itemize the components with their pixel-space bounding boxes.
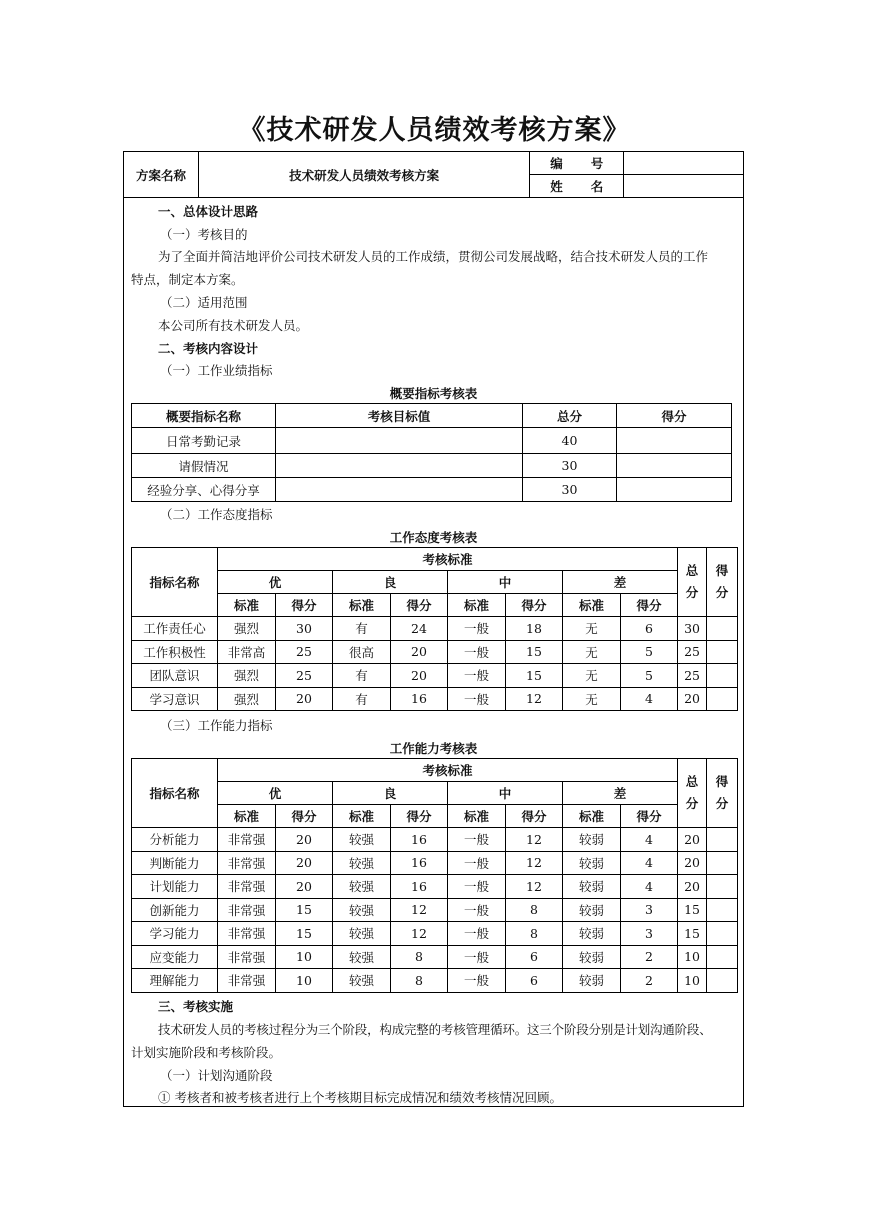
sub-score: 得分 [621,805,678,828]
grade-poor: 差 [563,571,678,594]
sub-standard: 标准 [333,805,391,828]
table-cell: 无 [563,617,621,641]
table-cell: 学习意识 [132,687,218,711]
table-cell: 12 [506,851,563,875]
table-cell: 创新能力 [132,898,218,922]
name-value[interactable] [624,175,744,198]
table-cell: 较强 [333,969,391,993]
table-caption: 工作能力考核表 [389,741,478,756]
table-cell[interactable] [617,478,732,502]
table-row [132,851,738,875]
table-row [132,617,738,641]
table-cell: 20 [391,664,448,688]
table-cell: 8 [506,922,563,946]
table-cell: 较强 [333,851,391,875]
table-cell: 非常高 [218,640,276,664]
table-cell: 5 [621,640,678,664]
table-cell: 一般 [448,945,506,969]
table-cell: 6 [506,945,563,969]
table-cell: 10 [678,945,707,969]
sub-standard: 标准 [333,594,391,617]
ability-table [131,758,738,993]
table-cell: 非常强 [218,875,276,899]
col-score: 得 分 [707,759,738,828]
table-caption: 概要指标考核表 [389,386,478,401]
table-cell: 一般 [448,617,506,641]
table-cell: 30 [678,617,707,641]
table-header: 考核目标值 [276,404,523,428]
table-cell: 较弱 [563,875,621,899]
table-cell[interactable] [617,428,732,454]
table-cell: 25 [678,640,707,664]
col-standard: 考核标准 [218,548,678,571]
table-header: 概要指标名称 [132,404,276,428]
table-row [132,969,738,993]
table-caption: 工作态度考核表 [389,530,478,545]
summary-indicator-table [131,403,732,502]
table-cell: 3 [621,898,678,922]
sub-standard: 标准 [563,805,621,828]
table-cell: 5 [621,664,678,688]
sub-score: 得分 [506,594,563,617]
table-cell: 30 [276,617,333,641]
table-cell: 判断能力 [132,851,218,875]
table-cell: 一般 [448,851,506,875]
table-cell: 4 [621,851,678,875]
table-cell: 一般 [448,640,506,664]
grade-good: 良 [333,782,448,805]
grade-poor: 差 [563,782,678,805]
paragraph-line: 计划实施阶段和考核阶段。 [131,1045,282,1060]
table-cell: 16 [391,687,448,711]
table-cell: 有 [333,687,391,711]
table-cell[interactable] [707,828,738,852]
table-cell[interactable] [617,454,732,478]
table-cell: 6 [506,969,563,993]
table-cell: 18 [506,617,563,641]
table-cell: 一般 [448,922,506,946]
sub-standard: 标准 [448,594,506,617]
grade-good: 良 [333,571,448,594]
table-cell[interactable] [707,851,738,875]
table-cell: 应变能力 [132,945,218,969]
table-cell: 请假情况 [132,454,276,478]
table-cell: 非常强 [218,898,276,922]
table-cell: 16 [391,875,448,899]
table-cell: 理解能力 [132,969,218,993]
col-standard: 考核标准 [218,759,678,782]
table-cell: 15 [506,664,563,688]
table-row [132,875,738,899]
table-cell: 强烈 [218,617,276,641]
table-row [132,478,732,502]
plan-name-label: 方案名称 [124,152,199,198]
table-cell: 工作责任心 [132,617,218,641]
sub-standard: 标准 [448,805,506,828]
table-cell: 8 [506,898,563,922]
table-cell: 40 [523,428,617,454]
table-cell: 20 [276,828,333,852]
table-cell: 4 [621,687,678,711]
name-label: 姓名 [530,175,624,198]
col-score: 得 分 [707,548,738,617]
table-row [132,922,738,946]
table-cell: 学习能力 [132,922,218,946]
subsection-heading: （二）适用范围 [160,295,248,310]
table-cell: 非常强 [218,922,276,946]
table-cell[interactable] [707,945,738,969]
table-cell: 8 [391,969,448,993]
table-cell: 无 [563,687,621,711]
table-cell: 2 [621,969,678,993]
table-cell: 一般 [448,969,506,993]
table-cell: 24 [391,617,448,641]
table-cell: 较弱 [563,898,621,922]
table-cell: 4 [621,875,678,899]
table-cell: 较弱 [563,945,621,969]
table-cell[interactable] [707,640,738,664]
table-cell: 15 [276,922,333,946]
table-cell: 25 [678,664,707,688]
table-cell[interactable] [707,875,738,899]
table-row [132,945,738,969]
table-cell: 30 [523,478,617,502]
table-cell: 很高 [333,640,391,664]
sub-score: 得分 [391,805,448,828]
grade-excellent: 优 [218,571,333,594]
header-table [123,151,744,198]
table-row [132,898,738,922]
table-cell: 12 [391,898,448,922]
table-cell: 20 [276,687,333,711]
table-cell: 6 [621,617,678,641]
table-cell: 20 [391,640,448,664]
table-cell: 12 [506,828,563,852]
sub-score: 得分 [621,594,678,617]
col-indicator-name: 指标名称 [132,759,218,828]
table-cell: 12 [391,922,448,946]
sub-score: 得分 [506,805,563,828]
col-indicator-name: 指标名称 [132,548,218,617]
col-total: 总 分 [678,548,707,617]
grade-excellent: 优 [218,782,333,805]
table-cell: 25 [276,664,333,688]
list-item: ① 考核者和被考核者进行上个考核期目标完成情况和绩效考核情况回顾。 [158,1090,562,1105]
table-row [132,428,732,454]
table-header: 总分 [523,404,617,428]
table-row [132,640,738,664]
table-cell: 30 [523,454,617,478]
table-row [132,687,738,711]
subsection-heading: （一）考核目的 [160,227,248,242]
subsection-heading: （二）工作态度指标 [160,507,273,522]
table-cell: 一般 [448,687,506,711]
col-total: 总 分 [678,759,707,828]
table-cell: 分析能力 [132,828,218,852]
plan-name-value: 技术研发人员绩效考核方案 [198,152,529,198]
sub-standard: 标准 [218,594,276,617]
table-cell: 计划能力 [132,875,218,899]
table-cell: 一般 [448,664,506,688]
sub-score: 得分 [276,805,333,828]
sub-score: 得分 [391,594,448,617]
document-title: 《技术研发人员绩效考核方案》 [238,115,631,146]
attitude-table [131,547,738,711]
table-cell: 8 [391,945,448,969]
sub-standard: 标准 [218,805,276,828]
sub-score: 得分 [276,594,333,617]
table-cell: 经验分享、心得分享 [132,478,276,502]
table-cell: 一般 [448,875,506,899]
number-label: 编号 [530,152,624,175]
table-cell: 非常强 [218,851,276,875]
sub-standard: 标准 [563,594,621,617]
table-cell: 较弱 [563,828,621,852]
paragraph-line: 为了全面并简洁地评价公司技术研发人员的工作成绩，贯彻公司发展战略，结合技术研发人员的工作 [158,249,709,264]
number-value[interactable] [624,152,744,175]
section-heading: 二、考核内容设计 [158,341,259,356]
table-cell: 较强 [333,898,391,922]
table-cell: 4 [621,828,678,852]
table-cell: 非常强 [218,828,276,852]
paragraph-line: 本公司所有技术研发人员。 [158,318,309,333]
table-cell[interactable] [707,922,738,946]
table-cell: 20 [678,851,707,875]
table-cell: 无 [563,640,621,664]
table-cell: 工作积极性 [132,640,218,664]
table-cell: 20 [678,875,707,899]
table-cell[interactable] [707,617,738,641]
subsection-heading: （一）工作业绩指标 [160,363,273,378]
table-cell: 15 [276,898,333,922]
table-cell[interactable] [707,687,738,711]
table-cell[interactable] [707,664,738,688]
table-row [132,828,738,852]
table-cell: 有 [333,664,391,688]
section-heading: 一、总体设计思路 [158,204,259,219]
table-cell: 较强 [333,828,391,852]
table-cell[interactable] [707,898,738,922]
table-cell: 有 [333,617,391,641]
table-cell: 非常强 [218,969,276,993]
table-cell: 25 [276,640,333,664]
table-cell: 15 [678,898,707,922]
table-cell: 较弱 [563,969,621,993]
table-cell: 15 [678,922,707,946]
table-cell: 12 [506,687,563,711]
paragraph-line: 特点，制定本方案。 [131,272,244,287]
table-cell: 15 [506,640,563,664]
section-heading: 三、考核实施 [158,999,234,1014]
paragraph-line: 技术研发人员的考核过程分为三个阶段，构成完整的考核管理循环。这三个阶段分别是计划沟通阶段、 [158,1022,712,1037]
table-cell [276,478,523,502]
table-cell: 20 [678,687,707,711]
table-cell: 较强 [333,922,391,946]
table-cell: 10 [678,969,707,993]
table-cell: 20 [678,828,707,852]
table-row [132,664,738,688]
table-cell: 20 [276,875,333,899]
table-cell: 12 [506,875,563,899]
table-cell: 16 [391,851,448,875]
subsection-heading: （三）工作能力指标 [160,718,273,733]
table-row [132,454,732,478]
table-cell: 2 [621,945,678,969]
grade-average: 中 [448,782,563,805]
table-cell: 团队意识 [132,664,218,688]
table-cell: 非常强 [218,945,276,969]
table-cell: 10 [276,945,333,969]
table-cell: 强烈 [218,664,276,688]
table-cell: 较强 [333,945,391,969]
table-cell: 强烈 [218,687,276,711]
table-cell: 20 [276,851,333,875]
table-cell: 3 [621,922,678,946]
table-cell: 16 [391,828,448,852]
table-cell: 一般 [448,898,506,922]
subsection-heading: （一）计划沟通阶段 [160,1068,273,1083]
table-cell: 一般 [448,828,506,852]
table-header: 得分 [617,404,732,428]
table-cell: 10 [276,969,333,993]
table-cell: 无 [563,664,621,688]
table-cell [276,428,523,454]
table-cell [276,454,523,478]
grade-average: 中 [448,571,563,594]
table-cell: 较强 [333,875,391,899]
table-cell: 日常考勤记录 [132,428,276,454]
table-cell: 较弱 [563,851,621,875]
table-cell[interactable] [707,969,738,993]
table-cell: 较弱 [563,922,621,946]
